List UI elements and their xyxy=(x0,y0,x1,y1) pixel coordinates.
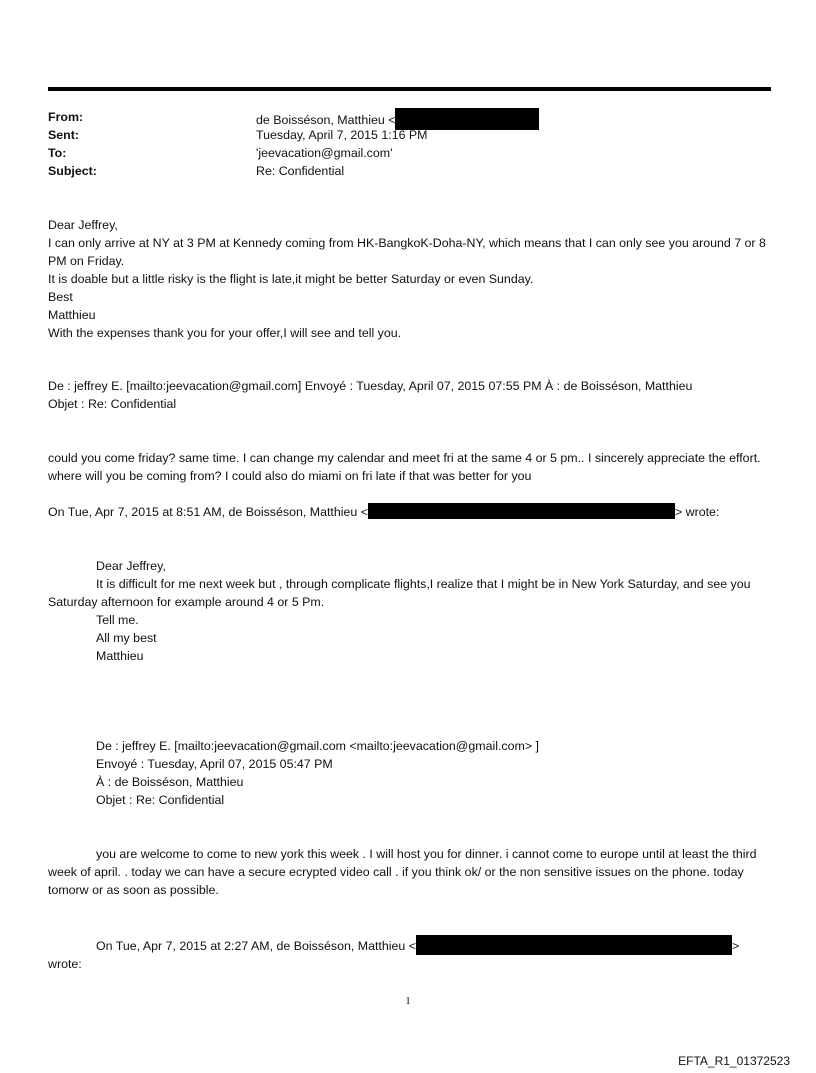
message-body xyxy=(48,216,773,342)
quoted-text: could you come friday? same time. I can change my calendar and meet fri at the same 4 or 5 pm.. I sincerely appreciate the effort. where will you be coming from? I could also do miami on fri late if that was better for you xyxy=(48,451,761,483)
quoted-body-2 xyxy=(48,557,773,665)
signature: Matthieu xyxy=(48,308,96,322)
quoted-subject: Objet : Re: Confidential xyxy=(96,793,225,807)
attribution-text: On Tue, Apr 7, 2015 at 2:27 AM, de Boisséson, Matthieu < xyxy=(96,939,416,953)
redaction-bar xyxy=(416,935,732,955)
attribution-suffix: > xyxy=(731,939,740,953)
quoted-text: you are welcome to come to new york this week . I will host you for dinner. i cannot come to europe until at least the third week of april. . today we can have a secure ecrypted video call . if you think ok/ or the non sensitive issues on the phone. today tomorw or as soon as possible. xyxy=(48,847,757,897)
attribution-wrote: wrote: xyxy=(48,957,82,971)
quoted-text: It is difficult for me next week but , through complicate flights,I realize that I might be in New York Saturday, and see you Saturday afternoon for example around 4 or 5 Pm. xyxy=(48,577,751,609)
body-line: Tell me. xyxy=(96,613,139,627)
quoted-to-line: À : de Boisséson, Matthieu xyxy=(96,775,244,789)
quoted-attribution-2 xyxy=(48,935,773,973)
quoted-sent-line: Envoyé : Tuesday, April 07, 2015 05:47 PM xyxy=(96,757,333,771)
sent-row xyxy=(48,126,771,144)
to-label: To: xyxy=(48,146,67,160)
to-value: 'jeevacation@gmail.com' xyxy=(256,146,393,160)
document-id: EFTA_R1_01372523 xyxy=(678,1054,790,1068)
sent-value: Tuesday, April 7, 2015 1:16 PM xyxy=(256,128,428,142)
from-row xyxy=(48,108,771,126)
quoted-attribution-1 xyxy=(48,503,773,521)
greeting: Dear Jeffrey, xyxy=(48,218,118,232)
quoted-subject: Objet : Re: Confidential xyxy=(48,397,177,411)
sent-label: Sent: xyxy=(48,128,79,142)
page-number: 1 xyxy=(405,995,411,1007)
greeting: Dear Jeffrey, xyxy=(96,559,166,573)
postscript: With the expenses thank you for your offer,I will see and tell you. xyxy=(48,326,402,340)
subject-value: Re: Confidential xyxy=(256,164,345,178)
quoted-from-line: De : jeffrey E. [mailto:jeevacation@gmail.com] Envoyé : Tuesday, April 07, 2015 07:55 PM À : de Boisséson, Matthieu xyxy=(48,379,693,393)
quoted-from-line: De : jeffrey E. [mailto:jeevacation@gmail.com <mailto:jeevacation@gmail.com> ] xyxy=(96,739,539,753)
closing: Best xyxy=(48,290,73,304)
subject-row xyxy=(48,162,771,180)
header-rule xyxy=(48,87,771,91)
quoted-body-1 xyxy=(48,449,773,485)
subject-label: Subject: xyxy=(48,164,97,178)
body-line: I can only arrive at NY at 3 PM at Kennedy coming from HK-BangkoK-Doha-NY, which means that I can only see you around 7 or 8 PM on Friday. xyxy=(48,236,766,268)
quoted-body-3 xyxy=(48,845,773,899)
from-value: de Boisséson, Matthieu < xyxy=(256,108,539,126)
quoted-header-1 xyxy=(48,377,773,413)
email-header xyxy=(48,108,771,180)
attribution-suffix: > wrote: xyxy=(674,505,720,519)
from-label: From: xyxy=(48,110,84,124)
signature: Matthieu xyxy=(96,649,144,663)
to-row xyxy=(48,144,771,162)
redaction-bar xyxy=(368,503,675,519)
body-line: All my best xyxy=(96,631,157,645)
quoted-header-2 xyxy=(48,737,773,809)
body-line: It is doable but a little risky is the flight is late,it might be better Saturday or even Sunday. xyxy=(48,272,534,286)
attribution-text: On Tue, Apr 7, 2015 at 8:51 AM, de Boisséson, Matthieu < xyxy=(48,505,368,519)
